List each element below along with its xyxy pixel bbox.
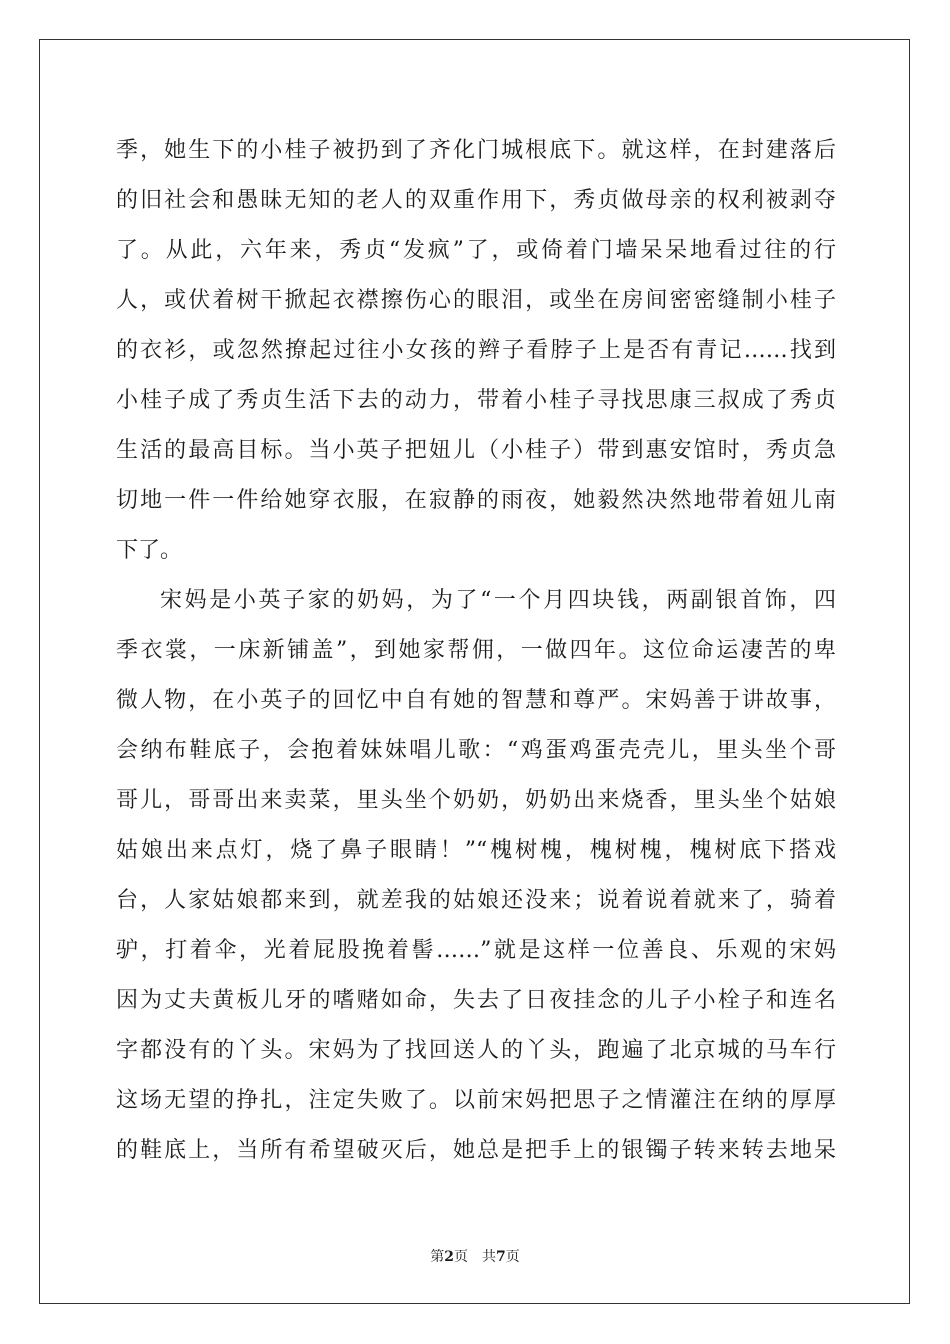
text-line: 微人物，在小英子的回忆中自有她的智慧和尊严。宋妈善于讲故事， bbox=[116, 688, 836, 713]
text-line: 下了。 bbox=[116, 538, 183, 563]
document-body bbox=[116, 126, 836, 1176]
text-line: 宋妈是小英子家的奶妈，为了“一个月四块钱，两副银首饰，四 bbox=[160, 588, 836, 613]
text-line: 生活的最高目标。当小英子把妞儿（小桂子）带到惠安馆时，秀贞急 bbox=[116, 438, 836, 463]
text-line: 驴，打着伞，光着屁股挽着髻……”就是这样一位善良、乐观的宋妈 bbox=[116, 938, 836, 963]
text-line: 会纳布鞋底子，会抱着妹妹唱儿歌：“鸡蛋鸡蛋壳壳儿，里头坐个哥 bbox=[116, 738, 836, 763]
page-suffix: 页 bbox=[454, 1249, 468, 1265]
text-line: 字都没有的丫头。宋妈为了找回送人的丫头，跑遍了北京城的马车行 bbox=[116, 1038, 836, 1063]
page-prefix: 第 bbox=[430, 1249, 445, 1265]
text-line: 姑娘出来点灯，烧了鼻子眼睛！”“槐树槐，槐树槐，槐树底下搭戏 bbox=[116, 838, 836, 863]
text-line: 人，或伏着树干掀起衣襟擦伤心的眼泪，或坐在房间密密缝制小桂子 bbox=[116, 288, 836, 313]
text-line: 台，人家姑娘都来到，就差我的姑娘还没来；说着说着就来了，骑着 bbox=[116, 888, 836, 913]
text-line: 季衣裳，一床新铺盖”，到她家帮佣，一做四年。这位命运凄苦的卑 bbox=[116, 638, 836, 663]
total-suffix: 页 bbox=[505, 1249, 520, 1265]
text-line: 季，她生下的小桂子被扔到了齐化门城根底下。就这样，在封建落后 bbox=[116, 138, 836, 163]
text-line: 了。从此，六年来，秀贞“发疯”了，或倚着门墙呆呆地看过往的行 bbox=[116, 238, 836, 263]
text-line: 切地一件一件给她穿衣服，在寂静的雨夜，她毅然决然地带着妞儿南 bbox=[116, 488, 836, 513]
text-line: 哥儿，哥哥出来卖菜，里头坐个奶奶，奶奶出来烧香，里头坐个姑娘 bbox=[116, 788, 836, 813]
text-line: 小桂子成了秀贞生活下去的动力，带着小桂子寻找思康三叔成了秀贞 bbox=[116, 388, 836, 413]
page-footer bbox=[0, 1246, 950, 1266]
total-pages: 7 bbox=[496, 1249, 506, 1265]
text-line: 的衣衫，或忽然撩起过往小女孩的辫子看脖子上是否有青记……找到 bbox=[116, 338, 836, 363]
text-line: 因为丈夫黄板儿牙的嗜赌如命，失去了日夜挂念的儿子小栓子和连名 bbox=[116, 988, 836, 1013]
page-number: 2 bbox=[444, 1249, 454, 1265]
total-prefix: 共 bbox=[482, 1249, 496, 1265]
text-line: 的旧社会和愚昧无知的老人的双重作用下，秀贞做母亲的权利被剥夺 bbox=[116, 188, 836, 213]
text-line: 的鞋底上，当所有希望破灭后，她总是把手上的银镯子转来转去地呆 bbox=[116, 1138, 836, 1163]
text-line: 这场无望的挣扎，注定失败了。以前宋妈把思子之情灌注在纳的厚厚 bbox=[116, 1088, 836, 1113]
